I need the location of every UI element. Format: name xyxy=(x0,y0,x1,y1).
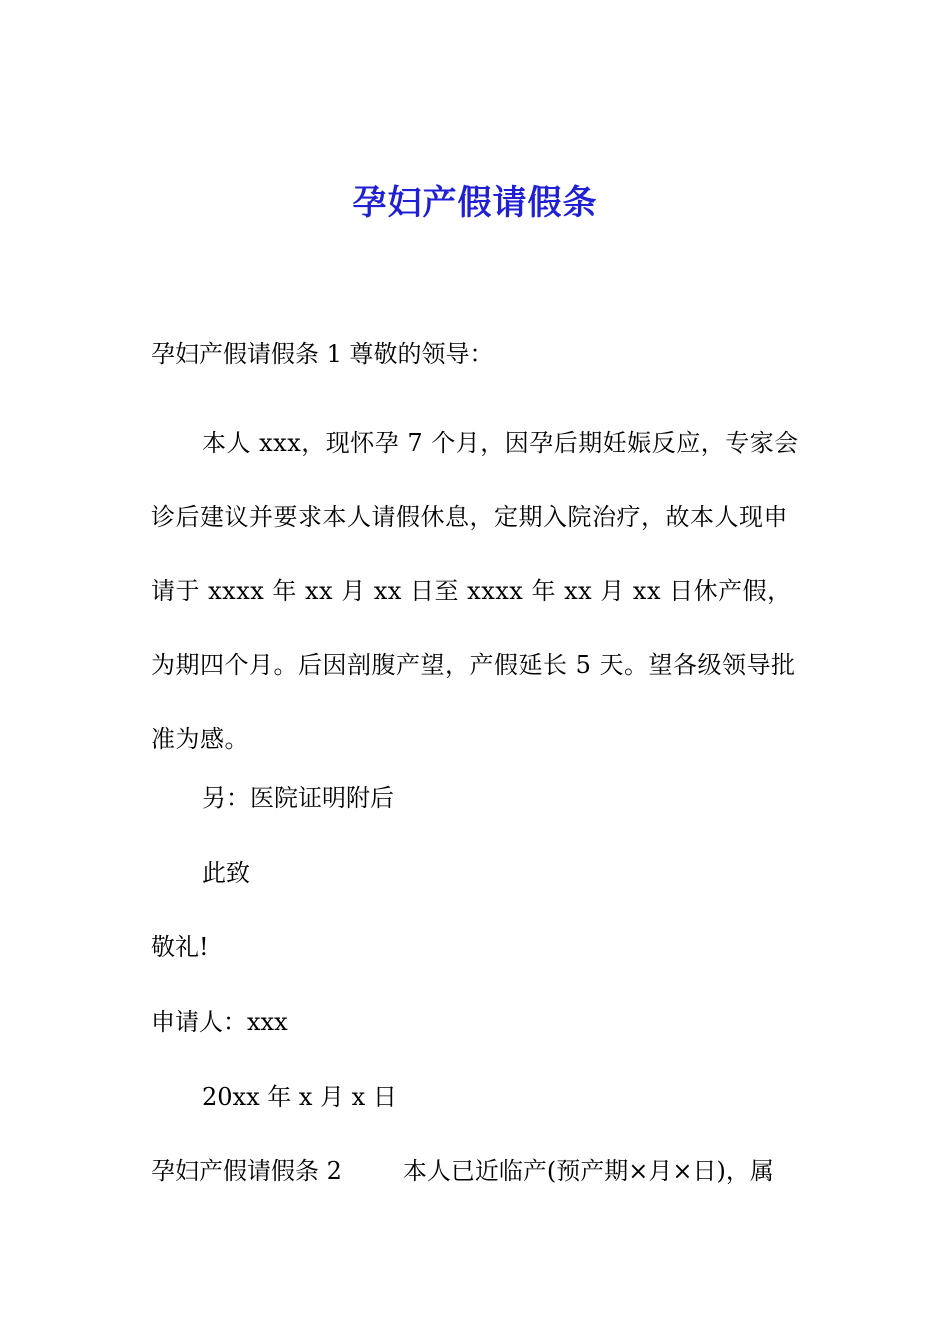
section-2-start: 孕妇产假请假条 2 本人已近临产(预产期×月×日)，属 xyxy=(151,1157,774,1185)
applicant-line: 申请人：xxx xyxy=(151,1008,288,1036)
attachment-note: 另：医院证明附后 xyxy=(202,784,394,812)
closing-line-2: 敬礼! xyxy=(151,933,209,961)
section-1-body: 本人 xxx，现怀孕 7 个月，因孕后期妊娠反应，专家会诊后建议并要求本人请假休息，定期入院治疗，故本人现申请于 xxxx 年 xx 月 xx 日至 xxxx 年 xx 月 xx 日休产假，为期四个月。后因剖腹产望，产假延长 5 天。望各级领导批准为感。 xyxy=(151,429,799,753)
date-line: 20xx 年 x 月 x 日 xyxy=(202,1083,397,1111)
closing-line-1: 此致 xyxy=(202,859,250,887)
document-title: 孕妇产假请假条 xyxy=(352,183,598,223)
section-1-heading: 孕妇产假请假条 1 尊敬的领导： xyxy=(151,340,494,368)
